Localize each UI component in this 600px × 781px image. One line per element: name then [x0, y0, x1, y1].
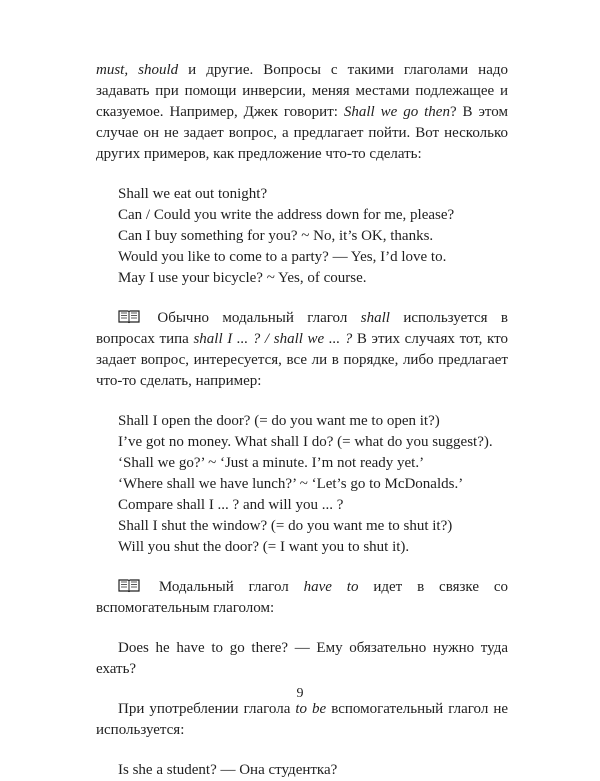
- note-have-to-text-2: идет в связке со вспомогательным глаголом:: [96, 579, 509, 616]
- intro-example: Shall we go then: [343, 104, 450, 120]
- note-shall-paragraph: [96, 308, 508, 392]
- example-line: ‘Where shall we have lunch?’ ~ ‘Let’s go to McDonalds.’: [118, 476, 464, 492]
- example-line: I’ve got no money. What shall I do? (= what do you suggest?).: [118, 434, 493, 450]
- example-to-be-text: Is she a student? — Она студентка?: [118, 762, 338, 778]
- note-shall-text-1: Обычно модальный глагол: [144, 310, 361, 326]
- example-line: Shall I shut the window? (= do you want me to shut it?): [118, 518, 453, 534]
- intro-paragraph: [96, 60, 508, 165]
- example-list-2: [96, 411, 508, 558]
- note-have-to-text-1: Модальный глагол: [144, 579, 304, 595]
- example-list-1: [96, 184, 508, 289]
- example-to-be: [96, 760, 508, 781]
- note-to-be-verb: to be: [295, 701, 327, 717]
- book-icon: [118, 309, 140, 324]
- note-shall-text-2: используется в вопросах типа: [96, 310, 508, 347]
- example-line: Can / Could you write the address down for me, please?: [118, 207, 455, 223]
- example-have-to: [96, 638, 508, 680]
- example-line: Shall I open the door? (= do you want me to open it?): [118, 413, 440, 429]
- note-have-to-paragraph: [96, 577, 508, 619]
- intro-text-2: ? В этом случае он не задает вопрос, а предлагает пойти. Вот несколько других примеров, как предложение что-то сделать:: [96, 104, 508, 162]
- example-line: Will you shut the door? (= I want you to shut it).: [118, 539, 410, 555]
- note-have-to-verb: have to: [303, 579, 359, 595]
- note-shall-text-3: В этих случаях тот, кто задает вопрос, интересуется, все ли в порядке, либо предлагает что-то сделать, например:: [96, 331, 508, 389]
- book-icon: [118, 578, 140, 593]
- page-number: 9: [296, 686, 304, 701]
- page-body: [96, 60, 508, 781]
- example-have-to-text: Does he have to go there? — Ему обязательно нужно туда ехать?: [96, 640, 508, 677]
- example-line: Would you like to come to a party? — Yes, I’d love to.: [118, 249, 447, 265]
- note-to-be-text-1: При употреблении глагола: [118, 701, 296, 717]
- note-to-be-text-2: вспомогательный глагол не используется:: [96, 701, 509, 738]
- example-line: May I use your bicycle? ~ Yes, of course.: [118, 270, 367, 286]
- note-to-be-paragraph: [96, 699, 508, 741]
- intro-modals: must, should: [96, 62, 179, 78]
- example-line: ‘Shall we go?’ ~ ‘Just a minute. I’m not ready yet.’: [118, 455, 425, 471]
- example-line: Can I buy something for you? ~ No, it’s OK, thanks.: [118, 228, 434, 244]
- note-shall-pattern: shall I ... ? / shall we ... ?: [193, 331, 353, 347]
- example-line: Shall we eat out tonight?: [118, 186, 268, 202]
- note-shall-verb: shall: [360, 310, 390, 326]
- example-line: Compare shall I ... ? and will you ... ?: [118, 497, 344, 513]
- intro-text-1: и другие. Вопросы с такими глаголами надо задавать при помощи инверсии, меняя местами подлежащее и сказуемое. Например, Джек говорит:: [96, 62, 508, 120]
